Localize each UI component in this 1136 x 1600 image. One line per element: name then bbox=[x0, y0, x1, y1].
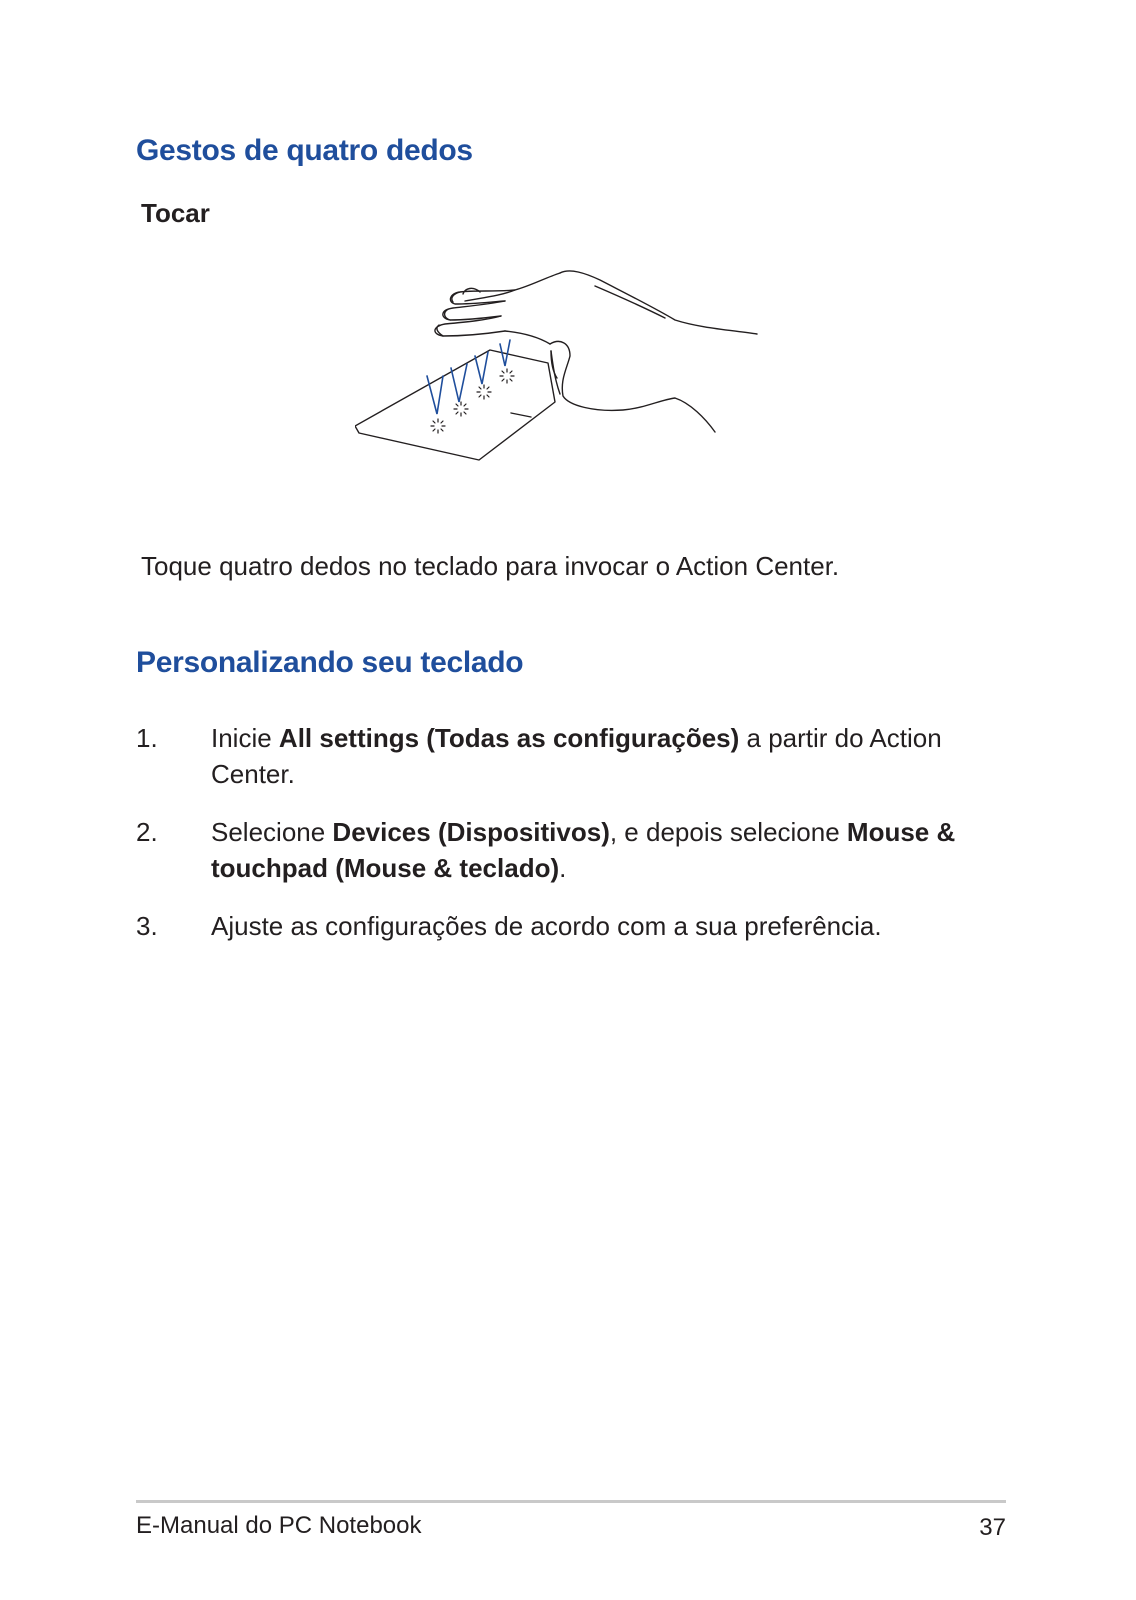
four-finger-tap-illustration bbox=[355, 268, 785, 480]
step-item bbox=[136, 908, 986, 944]
footer-manual-title: E-Manual do PC Notebook bbox=[136, 1512, 422, 1539]
step-item bbox=[136, 720, 986, 792]
subsection-title-tap: Tocar bbox=[141, 198, 210, 228]
step-text: Selecione bbox=[211, 817, 333, 847]
step-number: 2. bbox=[136, 817, 158, 847]
step-emphasis-all-settings: All settings (Todas as configurações) bbox=[278, 723, 740, 753]
step-item bbox=[136, 814, 986, 886]
tap-gesture-description: Toque quatro dedos no teclado para invocar o Action Center. bbox=[141, 551, 840, 581]
step-emphasis-mouse-touchpad: Mouse & touchpad (Mouse & teclado) bbox=[211, 817, 956, 883]
hand-touchpad-icon bbox=[355, 268, 785, 480]
step-text: a partir do Action Center. bbox=[211, 723, 942, 789]
step-text: Ajuste as configurações de acordo com a sua preferência. bbox=[211, 911, 882, 941]
section-title-customize-touchpad: Personalizando seu teclado bbox=[136, 646, 524, 679]
customize-steps-list bbox=[136, 720, 986, 966]
footer-divider bbox=[136, 1500, 1006, 1503]
step-text: , e depois selecione bbox=[609, 817, 847, 847]
step-number: 3. bbox=[136, 911, 158, 941]
section-title-four-finger-gestures: Gestos de quatro dedos bbox=[136, 134, 473, 167]
page-number: 37 bbox=[979, 1514, 1006, 1541]
step-text: Inicie bbox=[211, 723, 279, 753]
step-text: . bbox=[559, 853, 567, 883]
step-emphasis-devices: Devices (Dispositivos) bbox=[332, 817, 610, 847]
step-number: 1. bbox=[136, 723, 158, 753]
